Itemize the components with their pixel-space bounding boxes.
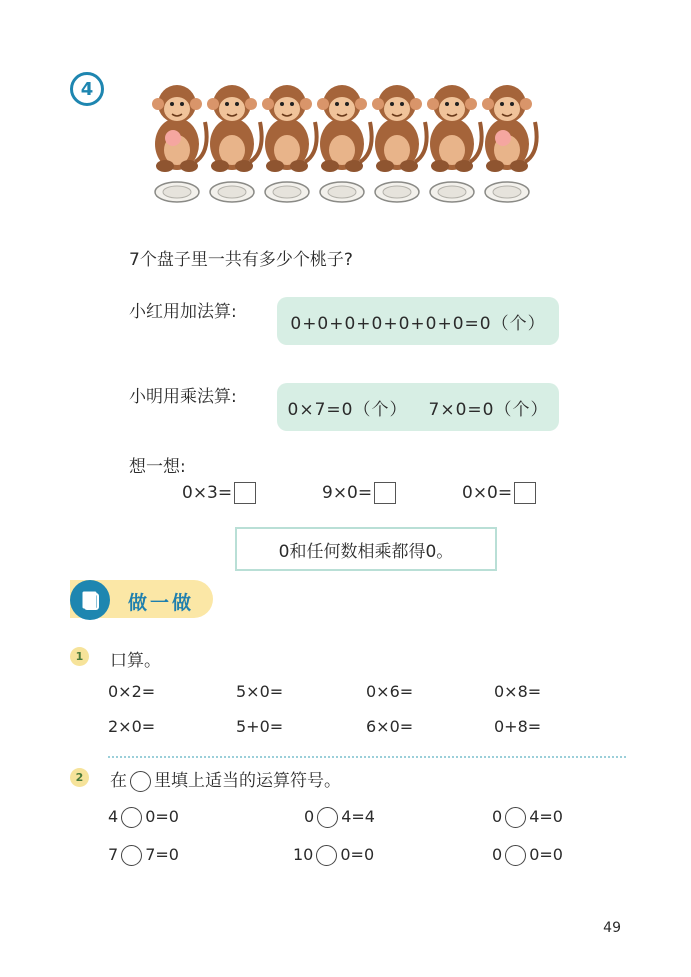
operator-item: 4 0=0: [108, 807, 179, 826]
monkey-icon: [152, 85, 207, 172]
calc-item: 2×0=: [108, 717, 156, 736]
calc-item: 6×0=: [366, 717, 414, 736]
monkey-icon: [427, 85, 482, 172]
plate-icon: [485, 182, 529, 202]
calc-item: 0+8=: [494, 717, 542, 736]
monkey-icon: [317, 85, 372, 172]
question-1-prompt: 口算。: [110, 651, 161, 671]
addition-expression: 0+0+0+0+0+0+0=0（个）: [290, 313, 546, 334]
operator-item: 7 7=0: [108, 845, 179, 864]
think-item-1: 0×3=: [182, 482, 256, 504]
plate-icon: [430, 182, 474, 202]
xiaoming-label: 小明用乘法算:: [129, 387, 237, 407]
monkey-icon: [482, 85, 537, 172]
calc-item: 0×6=: [366, 682, 414, 701]
xiaohong-label: 小红用加法算:: [129, 302, 237, 322]
multiplication-expression-1: 0×7=0（个）: [287, 399, 408, 420]
plate-icon: [320, 182, 364, 202]
think-item-3: 0×0=: [462, 482, 536, 504]
operator-circle[interactable]: [505, 807, 526, 828]
practice-title: 做一做: [128, 592, 195, 614]
plate-icon: [375, 182, 419, 202]
think-label: 想一想:: [129, 457, 186, 477]
page-number: 49: [603, 920, 621, 936]
plate-icon: [265, 182, 309, 202]
calc-item: 0×8=: [494, 682, 542, 701]
answer-box[interactable]: [234, 482, 256, 504]
monkeys-plates-illustration: [150, 72, 540, 212]
plate-icon: [155, 182, 199, 202]
operator-circle[interactable]: [121, 807, 142, 828]
question-1-badge: 1: [70, 647, 89, 666]
operator-circle[interactable]: [505, 845, 526, 866]
rule-box: [235, 527, 497, 571]
operator-item: 0 4=0: [492, 807, 563, 826]
practice-notebook-icon: [70, 580, 110, 620]
operator-circle[interactable]: [317, 807, 338, 828]
blank-circle-icon: [130, 771, 151, 792]
operator-item: 0 4=4: [304, 807, 375, 826]
calc-item: 5×0=: [236, 682, 284, 701]
multiplication-panel: [277, 383, 559, 431]
question-2-badge: 2: [70, 768, 89, 787]
answer-box[interactable]: [514, 482, 536, 504]
question-text: 7个盘子里一共有多少个桃子?: [129, 250, 353, 270]
think-item-2: 9×0=: [322, 482, 396, 504]
plate-icon: [210, 182, 254, 202]
operator-item: 10 0=0: [293, 845, 375, 864]
multiplication-expression-2: 7×0=0（个）: [428, 399, 549, 420]
monkey-icon: [372, 85, 427, 172]
operator-item: 0 0=0: [492, 845, 563, 864]
operator-circle[interactable]: [316, 845, 337, 866]
addition-panel: [277, 297, 559, 345]
monkey-icon: [262, 85, 317, 172]
example-number-badge: 4: [70, 72, 104, 106]
calc-item: 0×2=: [108, 682, 156, 701]
monkey-icon: [207, 85, 262, 172]
question-2-prompt: 在 里填上适当的运算符号。: [110, 771, 341, 791]
answer-box[interactable]: [374, 482, 396, 504]
calc-item: 5+0=: [236, 717, 284, 736]
operator-circle[interactable]: [121, 845, 142, 866]
section-divider: [108, 756, 626, 758]
rule-text: 0和任何数相乘都得0。: [278, 541, 454, 562]
